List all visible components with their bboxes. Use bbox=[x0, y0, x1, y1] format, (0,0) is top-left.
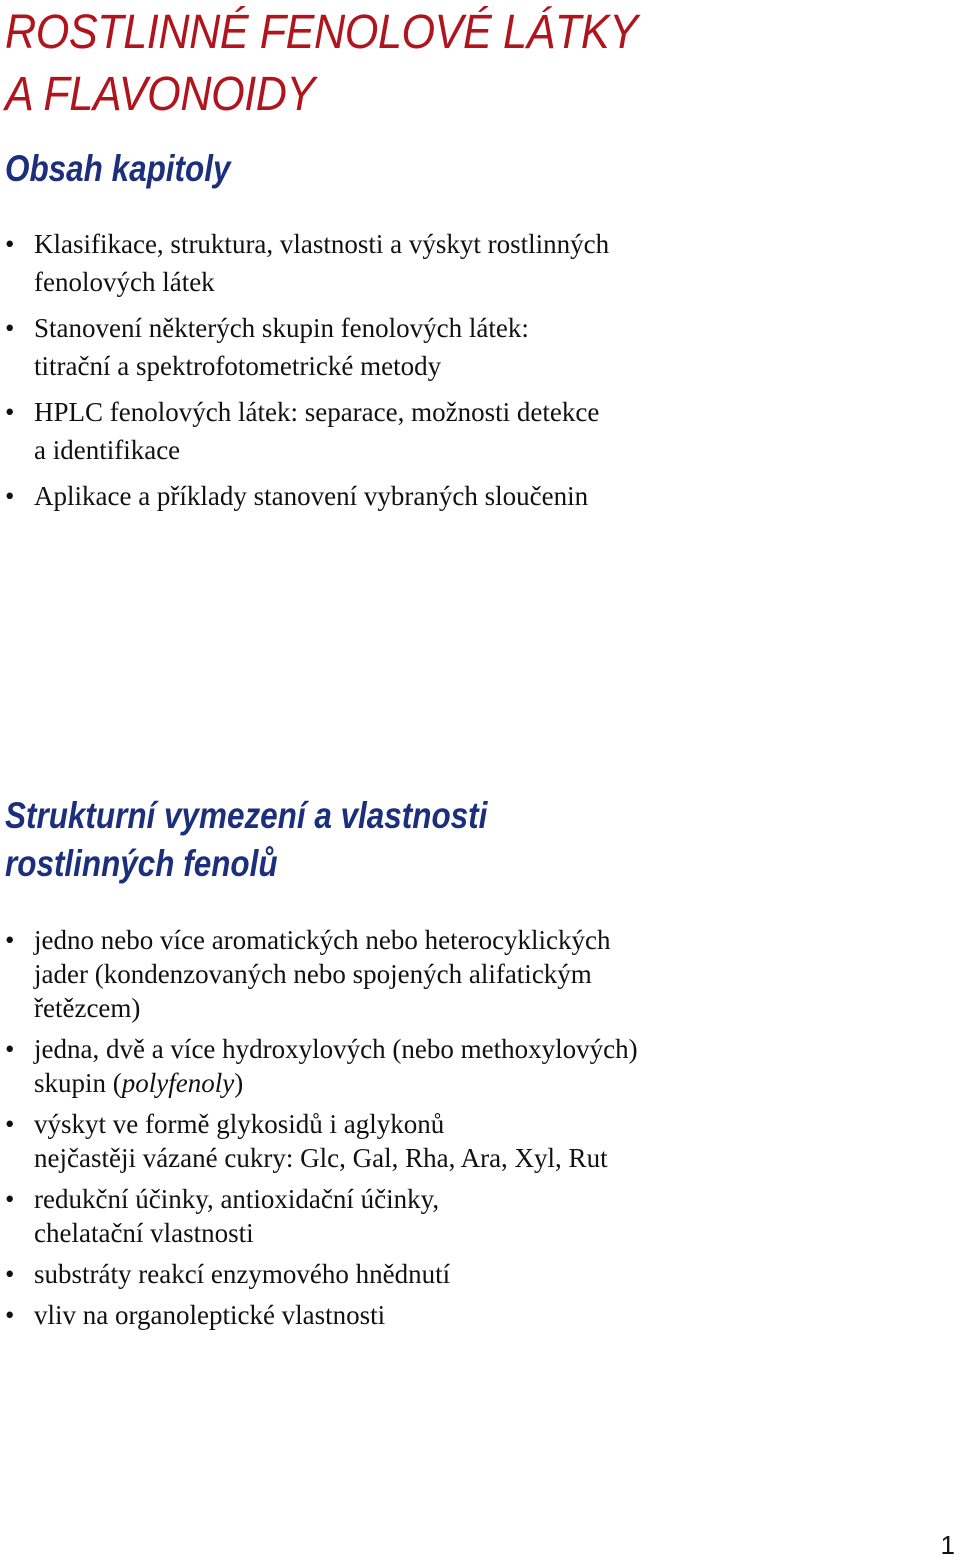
section-heading-structure bbox=[5, 792, 487, 888]
list-item: • Stanovení některých skupin fenolových látek: titrační a spektrofotometrické metody bbox=[0, 309, 940, 385]
list-item: • vliv na organoleptické vlastnosti bbox=[0, 1298, 940, 1332]
page-title bbox=[5, 2, 638, 126]
page-number: 1 bbox=[940, 1530, 955, 1560]
list-item: • HPLC fenolových látek: separace, možnosti detekce a identifikace bbox=[0, 393, 940, 469]
properties-list bbox=[0, 923, 940, 1339]
mixed-style-line: skupin (polyfenoly) bbox=[34, 1068, 244, 1098]
section-heading-contents: Obsah kapitoly bbox=[5, 148, 231, 189]
list-item: • Klasifikace, struktura, vlastnosti a výskyt rostlinných fenolových látek bbox=[0, 225, 940, 301]
title-line-1: ROSTLINNÉ FENOLOVÉ LÁTKY bbox=[5, 6, 638, 59]
contents-list bbox=[0, 225, 940, 523]
list-item: • substráty reakcí enzymového hnědnutí bbox=[0, 1257, 940, 1291]
italic-term: polyfenoly bbox=[121, 1068, 235, 1098]
list-item: • jedno nebo více aromatických nebo heterocyklických jader (kondenzovaných nebo spojených alifatickým řetězcem) bbox=[0, 923, 940, 1025]
section-heading-line-2: rostlinných fenolů bbox=[5, 843, 278, 884]
section-heading-line-1: Strukturní vymezení a vlastnosti bbox=[5, 795, 488, 836]
list-item: • výskyt ve formě glykosidů i aglykonů nejčastěji vázané cukry: Glc, Gal, Rha, Ara, Xyl, Rut bbox=[0, 1107, 940, 1175]
list-item: • Aplikace a příklady stanovení vybraných sloučenin bbox=[0, 477, 940, 515]
list-item: • jedna, dvě a více hydroxylových (nebo methoxylových) skupin (polyfenoly) bbox=[0, 1032, 940, 1100]
title-line-2: A FLAVONOIDY bbox=[5, 68, 315, 121]
list-item: • redukční účinky, antioxidační účinky, chelatační vlastnosti bbox=[0, 1182, 940, 1250]
